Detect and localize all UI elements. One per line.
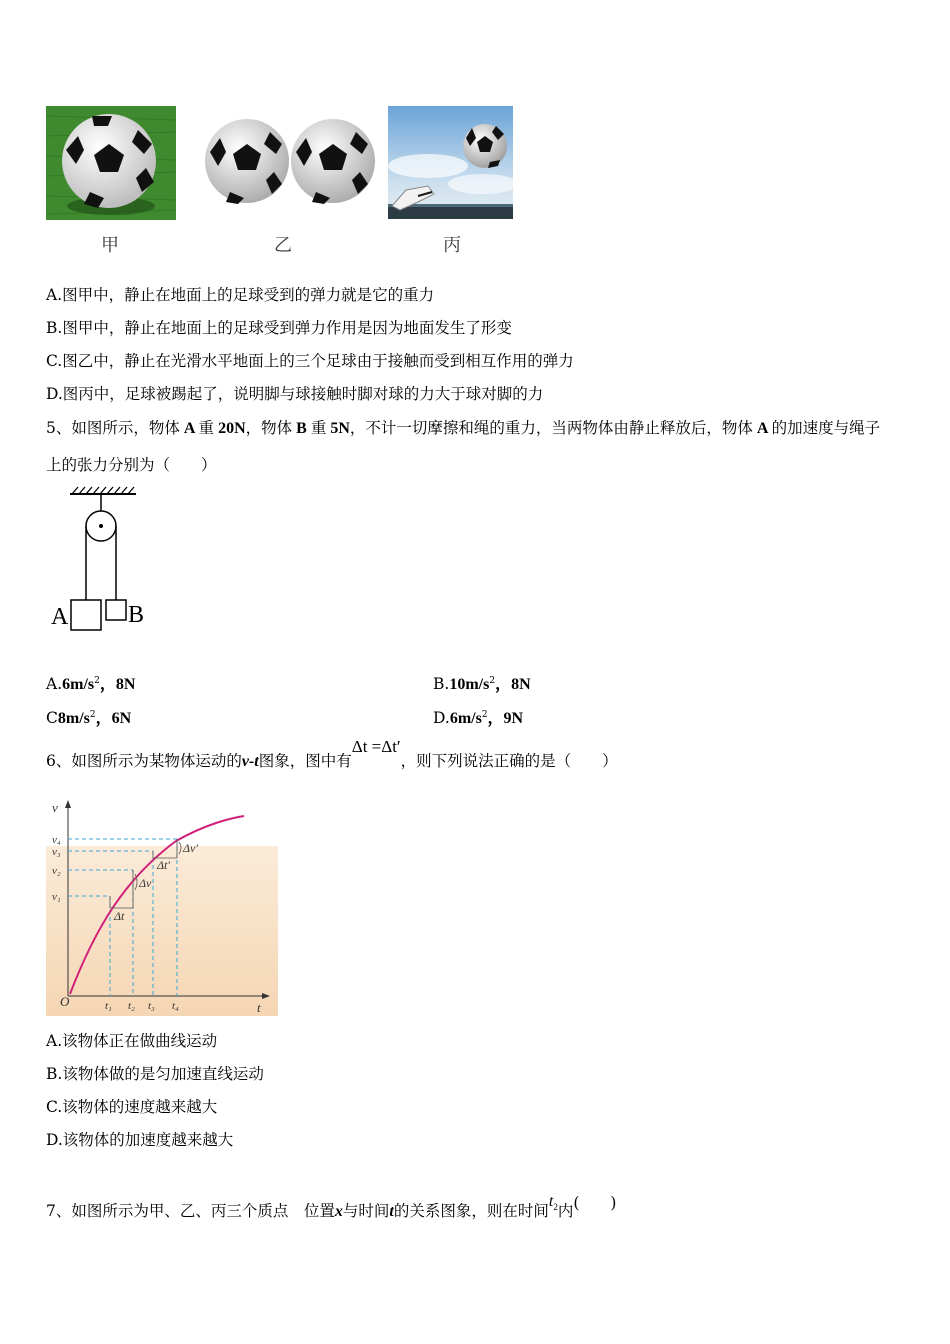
- vt-graph: [46, 796, 278, 1016]
- q5-stem-line2: 上的张力分别为（ ）: [46, 456, 217, 474]
- photo-jia: [46, 106, 176, 220]
- v3-label: v₃: [52, 846, 61, 858]
- q5-option-b: $B.10m/s^2$，8N: [433, 675, 531, 694]
- q6-option-b: B.该物体做的是匀加速直线运动: [46, 1065, 264, 1083]
- q5-option-c: $C8m/s^2$，6N: [46, 709, 132, 728]
- axis-t-label: t: [257, 1000, 261, 1015]
- q5-option-d: $D.6m/s^2$，9N: [433, 709, 524, 728]
- axis-v-label: v: [52, 800, 58, 815]
- caption-yi: 乙: [274, 235, 292, 256]
- origin-label: O: [60, 994, 70, 1009]
- t4-label: t₄: [172, 1000, 179, 1012]
- t1-label: t₁: [105, 1000, 112, 1012]
- v1-label: v₁: [52, 891, 61, 903]
- caption-jia: 甲: [101, 235, 119, 256]
- q6-stem: 6、如图所示为某物体运动的v-t图象，图中有Δt =Δt′，则下列说法正确的是（ ）: [46, 737, 618, 770]
- v4-label: v₄: [52, 834, 61, 846]
- photo-bing: [388, 106, 513, 219]
- q6-option-d: D.该物体的加速度越来越大: [46, 1131, 234, 1149]
- v2-label: v₂: [52, 865, 61, 877]
- q7-stem: 7、如图所示为甲、乙、丙三个质点 位置x与时间t的关系图象，则在时间$t_2$内( ): [46, 1193, 617, 1220]
- dt-label: Δt: [114, 909, 125, 923]
- q4-option-d: D.图丙中，足球被踢起了，说明脚与球接触时脚对球的力大于球对脚的力: [46, 385, 544, 403]
- q5-stem-line1: 5、如图所示，物体 A 重 20N，物体 B 重 5N，不计一切摩擦和绳的重力，当两物体由静止释放后，物体 A 的加速度与绳子: [46, 419, 881, 437]
- dt-prime-label: Δt′: [157, 858, 171, 872]
- q4-option-c: C.图乙中，静止在光滑水平地面上的三个足球由于接触而受到相互作用的弹力: [46, 352, 574, 370]
- q7-t2: $t_2$: [548, 1193, 558, 1213]
- photo-yi: [204, 116, 376, 206]
- q5-option-a: $A.6m/s^2$，8N: [46, 675, 136, 694]
- t3-label: t₃: [148, 1000, 155, 1012]
- q6-formula: Δt =Δt′: [351, 737, 401, 756]
- dv-prime-label: Δv′: [183, 841, 198, 855]
- q4-option-a: A.图甲中，静止在地面上的足球受到的弹力就是它的重力: [46, 286, 435, 304]
- block-b-label: B: [128, 602, 145, 628]
- q6-option-c: C.该物体的速度越来越大: [46, 1098, 218, 1116]
- block-a-label: A: [51, 604, 69, 630]
- caption-bing: 丙: [443, 235, 461, 256]
- q4-option-b: B.图甲中，静止在地面上的足球受到弹力作用是因为地面发生了形变: [46, 319, 512, 337]
- q6-option-a: A.该物体正在做曲线运动: [46, 1032, 218, 1050]
- t2-label: t₂: [128, 1000, 135, 1012]
- pulley-diagram: [46, 486, 156, 634]
- dv-label: Δv: [139, 876, 152, 890]
